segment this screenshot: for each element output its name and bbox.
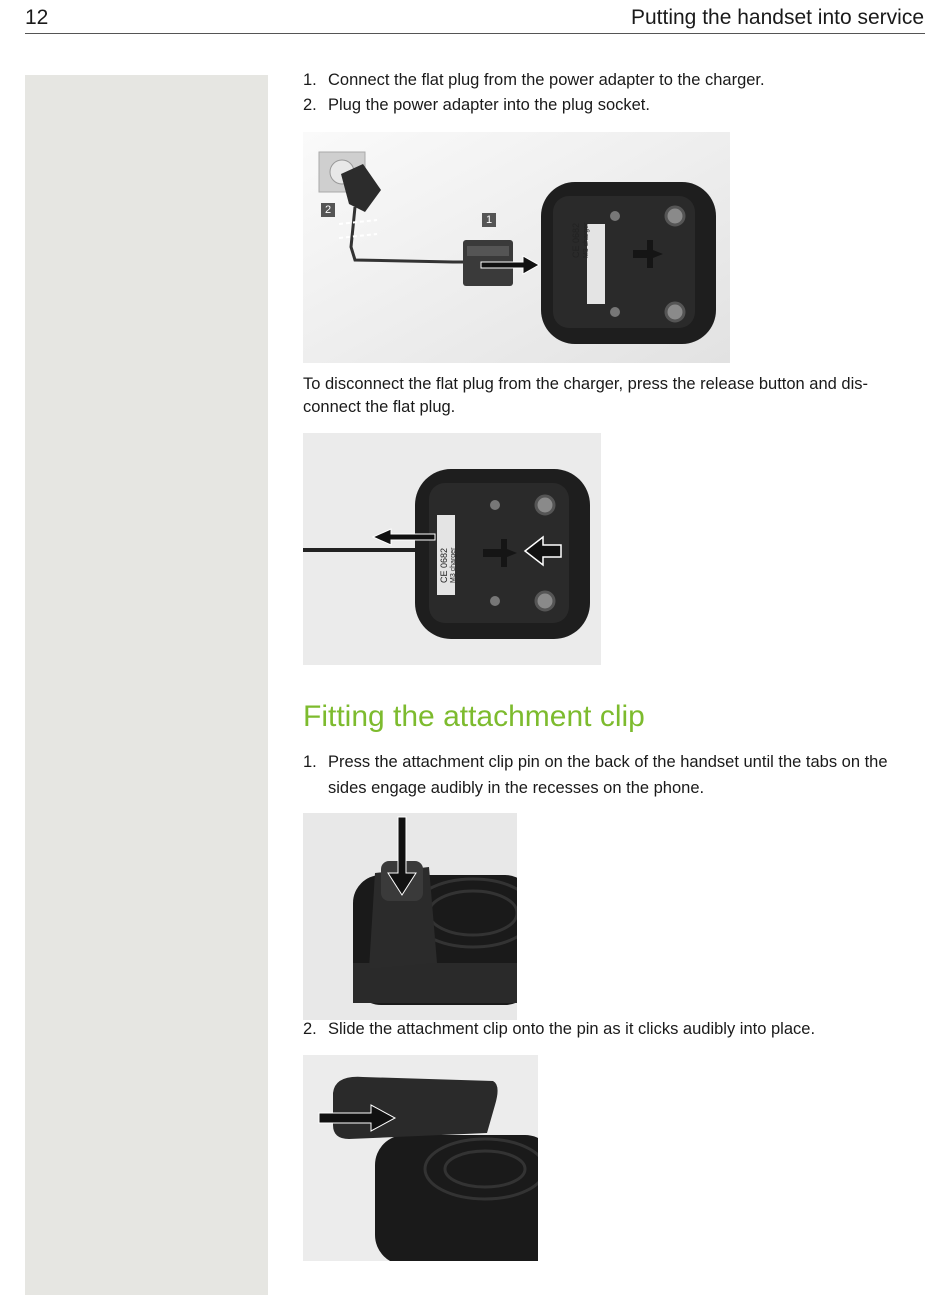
charger-label-name: M3 charger: [583, 222, 590, 258]
step-number: 2.: [303, 1020, 317, 1038]
section-title: Putting the handset into service: [630, 6, 924, 29]
step-text: Slide the attachment clip onto the pin as it clicks audibly into place.: [328, 1020, 816, 1038]
header-divider: [25, 33, 925, 34]
charger-label-ce: CE 0682: [571, 222, 581, 258]
figure-charger-connection: [303, 132, 730, 363]
margin-sidebar: [25, 75, 268, 1295]
charger-label-name: M3 charger: [450, 547, 457, 583]
step-text: Plug the power adapter into the plug socket.: [328, 96, 650, 114]
disconnect-instructions: To disconnect the flat plug from the charger, press the release button and dis-connect the flat plug.: [303, 375, 868, 416]
step-number: 1.: [303, 753, 317, 771]
step-text: Connect the flat plug from the power adapter to the charger.: [328, 71, 765, 89]
figure-slide-clip: [303, 1055, 538, 1261]
step-press-clip-pin: [303, 749, 928, 801]
heading-attachment-clip: Fitting the attachment clip: [303, 700, 645, 733]
step-number: 1.: [303, 71, 317, 89]
step-text: Press the attachment clip pin on the back of the handset until the tabs on the sides engage audibly in the recesses on the phone.: [328, 753, 888, 797]
callout-1: 1: [482, 213, 496, 227]
step-plug-adapter: [303, 93, 928, 118]
step-number: 2.: [303, 96, 317, 114]
step-connect-plug: [303, 68, 928, 93]
page-number: 12: [25, 6, 49, 29]
charger-label-ce: CE 0682: [439, 547, 449, 583]
figure-clip-pin: [303, 813, 517, 1020]
step-slide-clip: [303, 1017, 928, 1042]
figure-charger-release: [303, 433, 601, 665]
callout-2: 2: [321, 203, 335, 217]
